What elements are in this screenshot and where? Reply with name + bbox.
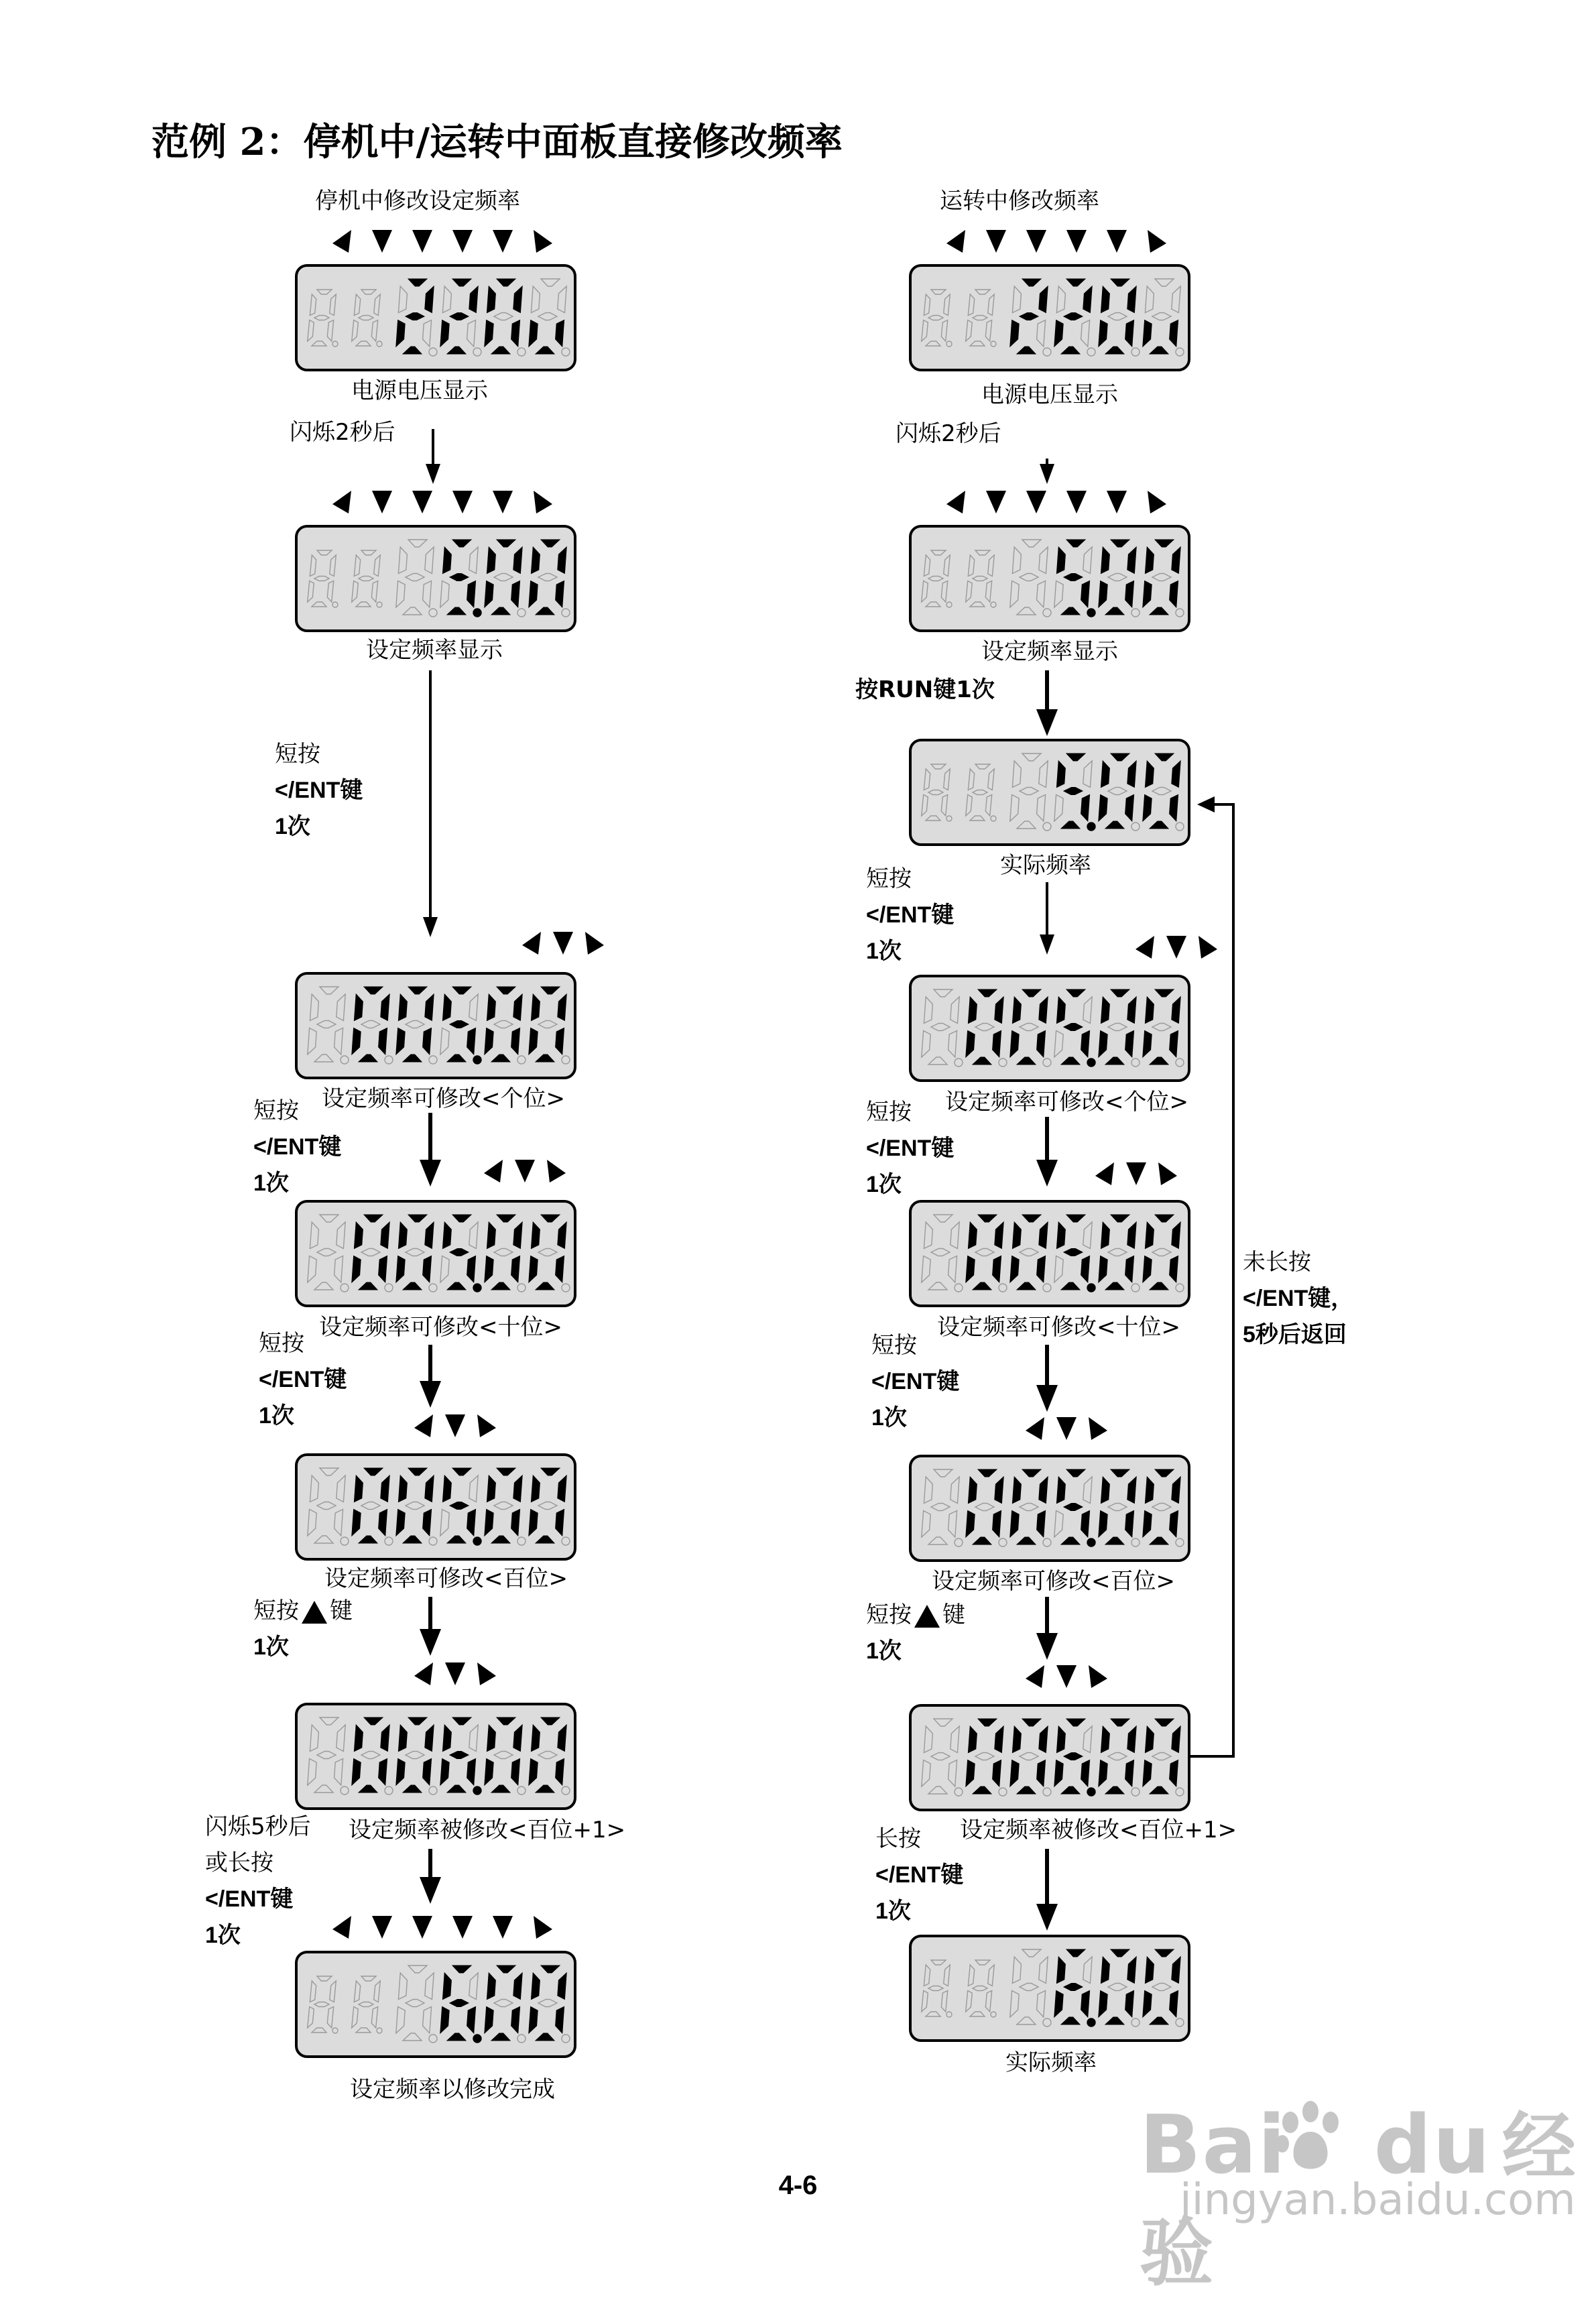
step-note: 短按 键 1次	[866, 1601, 965, 1664]
panel-label: 电源电压显示	[981, 381, 1118, 408]
panel-label: 实际频率	[1005, 2049, 1097, 2076]
step-note: 短按 </ENT键 1次	[866, 1099, 955, 1197]
right-heading: 运转中修改频率	[940, 188, 1099, 215]
flow-arrow-line	[1045, 1849, 1049, 1911]
step-note: 长按 </ENT键 1次	[875, 1825, 964, 1924]
step-label: 闪烁2秒后	[896, 420, 1001, 447]
panel-label: 设定频率显示	[366, 637, 503, 664]
panel-label: 设定频率被修改<百位+1>	[960, 1817, 1237, 1843]
step-note: 短按 </ENT键 1次	[275, 741, 363, 839]
arrow-head-icon	[1036, 1385, 1058, 1412]
panel-label: 电源电压显示	[351, 377, 488, 404]
flow-arrow-line	[428, 1113, 432, 1166]
step-note: 短按 键 1次	[253, 1597, 353, 1660]
left-heading: 停机中修改设定频率	[315, 188, 520, 215]
panel-label: 设定频率可修改<百位>	[324, 1565, 568, 1592]
page-title: 范例 2：停机中/运转中面板直接修改频率	[151, 120, 843, 164]
arrow-head-icon	[420, 1629, 441, 1656]
page-number: 4-6	[778, 2171, 818, 2200]
panel-label: 设定频率以修改完成	[350, 2076, 555, 2103]
arrow-head-icon	[1036, 1904, 1058, 1931]
step-note: 短按 </ENT键 1次	[866, 865, 955, 964]
panel-label: 设定频率可修改<十位>	[937, 1314, 1180, 1341]
arrow-head-icon	[426, 464, 440, 484]
panel-label: 设定频率可修改<十位>	[319, 1314, 562, 1341]
arrow-head-icon	[420, 1877, 441, 1904]
step-note: 短按 </ENT键 1次	[871, 1332, 960, 1431]
panel-label: 设定频率可修改<个位>	[945, 1089, 1188, 1115]
panel-label: 设定频率可修改<个位>	[322, 1085, 565, 1112]
step-label: 按RUN键1次	[855, 676, 995, 703]
panel-label: 设定频率被修改<百位+1>	[349, 1817, 626, 1843]
return-note: 未长按 </ENT键， 5秒后返回	[1243, 1249, 1354, 1347]
flow-arrow-line	[1045, 670, 1049, 716]
watermark-brand: Bai du 经验	[1140, 2099, 1577, 2296]
arrow-head-icon	[1040, 934, 1054, 955]
arrow-head-icon	[1197, 796, 1215, 812]
panel-label: 设定频率显示	[981, 638, 1118, 665]
arrow-head-icon	[420, 1160, 441, 1187]
watermark-url: jingyan.baidu.com	[1180, 2175, 1576, 2225]
arrow-head-icon	[423, 917, 438, 937]
panel-label: 设定频率可修改<百位>	[932, 1568, 1175, 1595]
step-note: 短按 </ENT键 1次	[253, 1097, 342, 1196]
arrow-head-icon	[420, 1381, 441, 1408]
step-label: 闪烁2秒后	[290, 419, 395, 446]
flow-arrow-line	[1045, 1117, 1049, 1166]
arrow-head-icon	[1036, 1160, 1058, 1187]
panel-label: 实际频率	[1000, 852, 1091, 879]
flow-arrow-line	[1045, 1345, 1049, 1392]
return-loop-line	[1190, 804, 1233, 1756]
arrow-head-icon	[1040, 464, 1054, 484]
step-note: 闪烁5秒后 或长按 </ENT键 1次	[205, 1813, 311, 1948]
arrow-head-icon	[1036, 709, 1058, 736]
step-note: 短按 </ENT键 1次	[259, 1330, 347, 1429]
arrow-head-icon	[1036, 1633, 1058, 1660]
